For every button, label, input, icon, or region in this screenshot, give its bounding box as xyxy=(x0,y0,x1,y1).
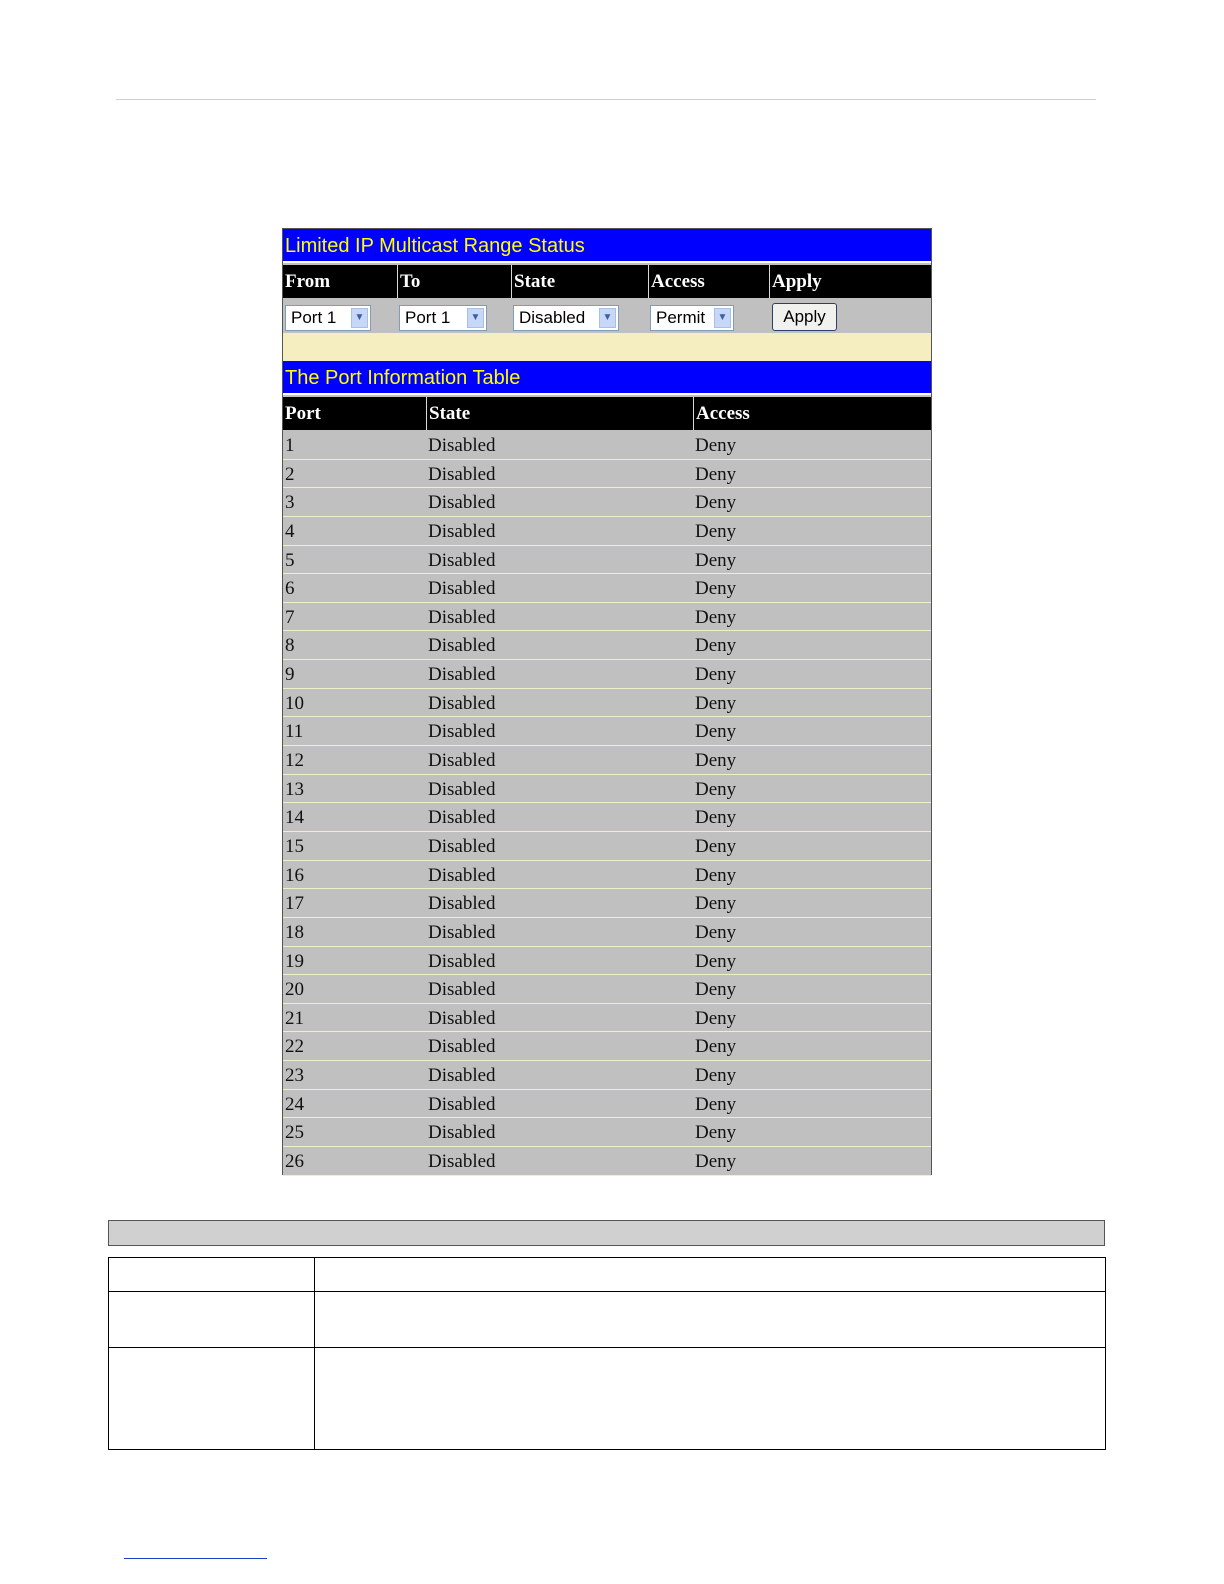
table-row xyxy=(283,1032,931,1061)
description-table-title-bar xyxy=(108,1220,1105,1246)
port-number-cell: 10 xyxy=(285,692,304,714)
port-access-cell: Deny xyxy=(695,549,737,571)
table-row xyxy=(283,488,931,517)
port-access-cell: Deny xyxy=(695,635,737,657)
description-table xyxy=(108,1257,1106,1450)
table-row xyxy=(283,975,931,1004)
from-port-value: Port 1 xyxy=(291,308,337,327)
status-header-row xyxy=(283,265,931,298)
port-state-cell: Disabled xyxy=(428,635,496,657)
header-port: Port xyxy=(285,403,321,424)
table-row xyxy=(283,918,931,947)
port-state-cell: Disabled xyxy=(428,721,496,743)
port-state-cell: Disabled xyxy=(428,1122,496,1144)
access-value: Permit xyxy=(656,308,706,327)
port-state-cell: Disabled xyxy=(428,606,496,628)
from-port-select[interactable] xyxy=(285,305,371,331)
port-state-cell: Disabled xyxy=(428,778,496,800)
port-state-cell: Disabled xyxy=(428,950,496,972)
port-number-cell: 1 xyxy=(285,435,295,456)
port-access-cell: Deny xyxy=(695,835,737,857)
port-number-cell: 24 xyxy=(285,1093,304,1115)
table-row xyxy=(283,1004,931,1033)
port-access-cell: Deny xyxy=(695,950,737,972)
port-number-cell: 26 xyxy=(285,1151,304,1173)
port-state-cell: Disabled xyxy=(428,1151,496,1173)
status-panel-title: Limited IP Multicast Range Status xyxy=(283,229,931,263)
port-access-cell: Deny xyxy=(695,578,737,600)
port-state-cell: Disabled xyxy=(428,520,496,542)
table-row xyxy=(283,431,931,460)
port-state-cell: Disabled xyxy=(428,921,496,943)
port-access-cell: Deny xyxy=(695,893,737,915)
header-port-access: Access xyxy=(693,397,931,430)
port-number-cell: 14 xyxy=(285,807,304,829)
description-row-divider xyxy=(109,1291,1105,1292)
table-row xyxy=(283,775,931,804)
chevron-down-icon[interactable]: ▼ xyxy=(351,308,368,328)
port-number-cell: 18 xyxy=(285,921,304,943)
port-number-cell: 4 xyxy=(285,520,295,542)
port-number-cell: 13 xyxy=(285,778,304,800)
port-state-cell: Disabled xyxy=(428,492,496,514)
port-access-cell: Deny xyxy=(695,1122,737,1144)
port-table-title: The Port Information Table xyxy=(283,361,931,395)
port-access-cell: Deny xyxy=(695,692,737,714)
port-number-cell: 3 xyxy=(285,492,295,514)
port-access-cell: Deny xyxy=(695,721,737,743)
port-number-cell: 15 xyxy=(285,835,304,857)
port-state-cell: Disabled xyxy=(428,692,496,714)
port-state-cell: Disabled xyxy=(428,835,496,857)
port-number-cell: 16 xyxy=(285,864,304,886)
port-access-cell: Deny xyxy=(695,1093,737,1115)
table-row xyxy=(283,460,931,489)
panel-spacer xyxy=(283,333,931,361)
header-port-state: State xyxy=(426,397,693,430)
port-access-cell: Deny xyxy=(695,492,737,514)
table-row xyxy=(283,861,931,890)
to-port-value: Port 1 xyxy=(405,308,451,327)
port-access-cell: Deny xyxy=(695,1065,737,1087)
table-row xyxy=(283,603,931,632)
chevron-down-icon[interactable]: ▼ xyxy=(467,308,484,328)
port-access-cell: Deny xyxy=(695,921,737,943)
port-access-cell: Deny xyxy=(695,864,737,886)
port-state-cell: Disabled xyxy=(428,1093,496,1115)
to-port-select[interactable] xyxy=(399,305,487,331)
port-number-cell: 9 xyxy=(285,664,295,686)
port-table-header-row xyxy=(283,397,931,430)
port-access-cell: Deny xyxy=(695,520,737,542)
header-to: To xyxy=(397,265,511,298)
port-state-cell: Disabled xyxy=(428,1065,496,1087)
port-number-cell: 6 xyxy=(285,578,295,600)
port-number-cell: 20 xyxy=(285,979,304,1001)
table-row xyxy=(283,517,931,546)
table-row xyxy=(283,803,931,832)
port-access-cell: Deny xyxy=(695,1151,737,1173)
table-row xyxy=(283,631,931,660)
table-row xyxy=(283,1147,931,1176)
port-number-cell: 22 xyxy=(285,1036,304,1058)
chevron-down-icon[interactable]: ▼ xyxy=(714,308,731,328)
header-from: From xyxy=(285,271,331,292)
access-select[interactable] xyxy=(650,305,734,331)
description-row-divider xyxy=(109,1347,1105,1348)
table-row xyxy=(283,717,931,746)
description-column-divider xyxy=(314,1258,315,1449)
port-number-cell: 25 xyxy=(285,1122,304,1144)
port-state-cell: Disabled xyxy=(428,1007,496,1029)
port-state-cell: Disabled xyxy=(428,979,496,1001)
header-state: State xyxy=(511,265,648,298)
port-access-cell: Deny xyxy=(695,807,737,829)
port-access-cell: Deny xyxy=(695,778,737,800)
table-row xyxy=(283,947,931,976)
port-access-cell: Deny xyxy=(695,606,737,628)
state-select[interactable] xyxy=(513,305,619,331)
table-row xyxy=(283,1118,931,1147)
page-top-rule xyxy=(116,99,1096,100)
table-row xyxy=(283,689,931,718)
table-row xyxy=(283,546,931,575)
port-number-cell: 2 xyxy=(285,463,295,485)
apply-button[interactable]: Apply xyxy=(772,303,837,331)
table-row xyxy=(283,1061,931,1090)
port-number-cell: 8 xyxy=(285,635,295,657)
port-state-cell: Disabled xyxy=(428,864,496,886)
port-number-cell: 12 xyxy=(285,750,304,772)
header-apply: Apply xyxy=(769,265,931,298)
chevron-down-icon[interactable]: ▼ xyxy=(599,308,616,328)
port-access-cell: Deny xyxy=(695,1007,737,1029)
port-number-cell: 7 xyxy=(285,606,295,628)
port-number-cell: 17 xyxy=(285,893,304,915)
footer-link-underline xyxy=(124,1558,267,1559)
port-state-cell: Disabled xyxy=(428,435,496,456)
table-row xyxy=(283,574,931,603)
port-number-cell: 19 xyxy=(285,950,304,972)
state-value: Disabled xyxy=(519,308,586,327)
port-state-cell: Disabled xyxy=(428,578,496,600)
table-row xyxy=(283,746,931,775)
table-row xyxy=(283,1090,931,1119)
port-access-cell: Deny xyxy=(695,664,737,686)
port-access-cell: Deny xyxy=(695,979,737,1001)
port-access-cell: Deny xyxy=(695,1036,737,1058)
port-number-cell: 11 xyxy=(285,721,304,743)
port-state-cell: Disabled xyxy=(428,463,496,485)
port-number-cell: 21 xyxy=(285,1007,304,1029)
port-state-cell: Disabled xyxy=(428,893,496,915)
port-access-cell: Deny xyxy=(695,463,737,485)
port-table-body xyxy=(283,431,931,1176)
port-state-cell: Disabled xyxy=(428,549,496,571)
port-access-cell: Deny xyxy=(695,435,737,456)
port-state-cell: Disabled xyxy=(428,750,496,772)
multicast-range-panel xyxy=(282,228,932,1175)
port-number-cell: 5 xyxy=(285,549,295,571)
port-state-cell: Disabled xyxy=(428,807,496,829)
table-row xyxy=(283,660,931,689)
port-access-cell: Deny xyxy=(695,750,737,772)
port-number-cell: 23 xyxy=(285,1065,304,1087)
header-access: Access xyxy=(648,265,769,298)
port-state-cell: Disabled xyxy=(428,664,496,686)
port-state-cell: Disabled xyxy=(428,1036,496,1058)
status-control-row xyxy=(283,299,931,333)
table-row xyxy=(283,832,931,861)
table-row xyxy=(283,889,931,918)
